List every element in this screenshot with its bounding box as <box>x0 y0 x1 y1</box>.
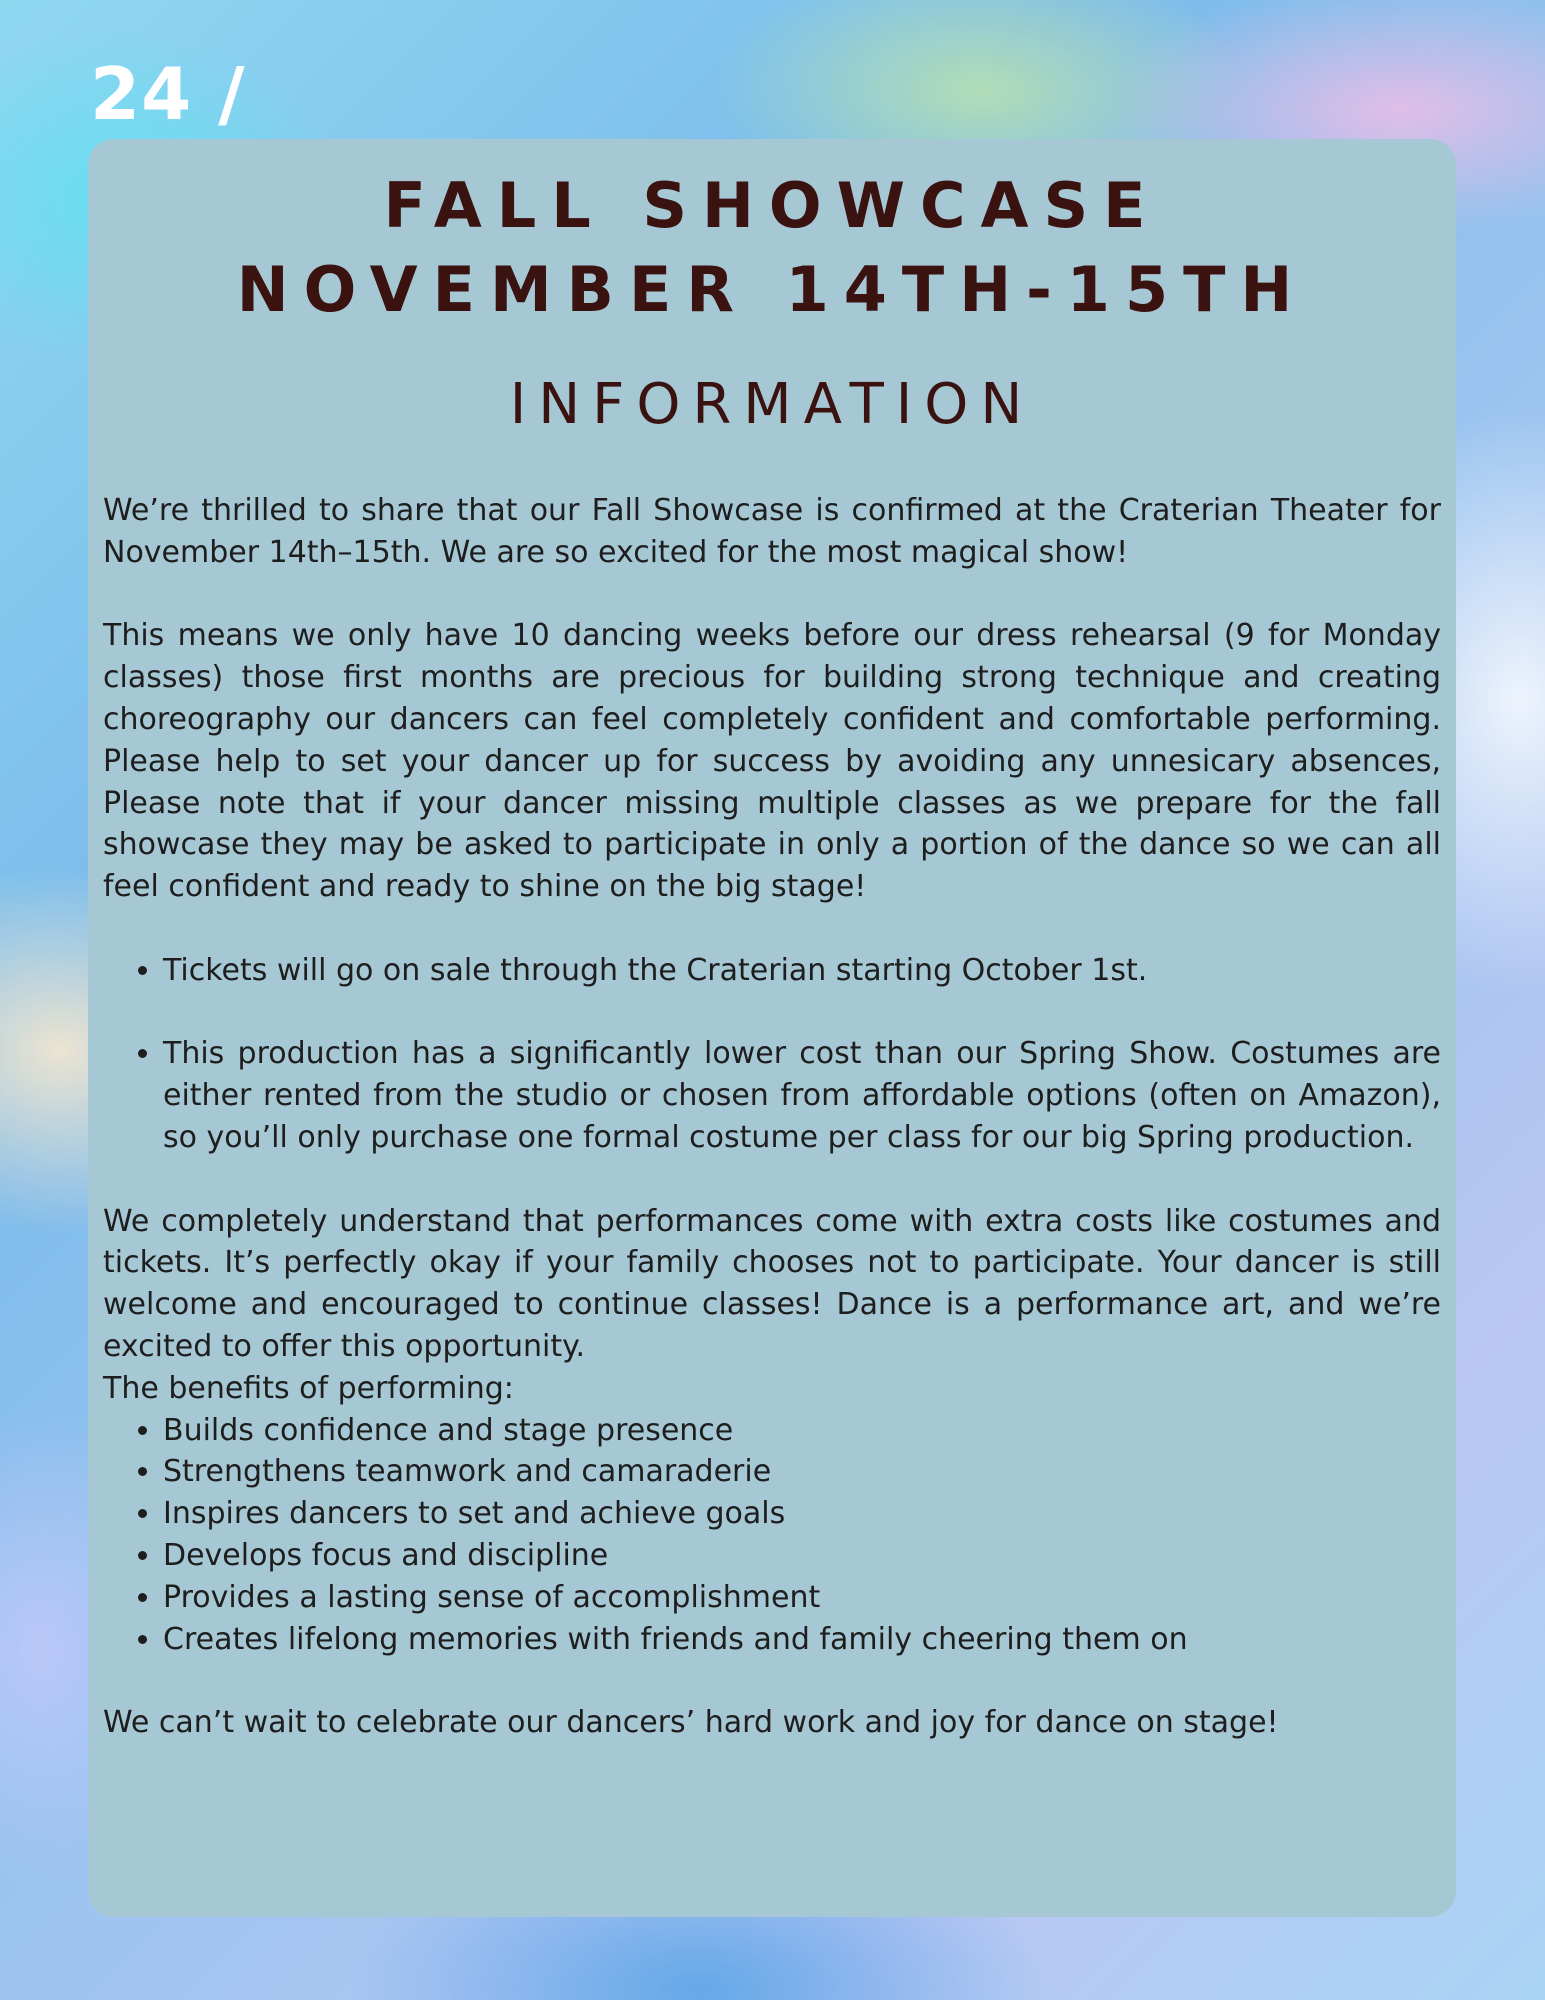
benefit-item: • Inspires dancers to set and achieve goals <box>163 1493 1441 1535</box>
tickets-bullet: • Tickets will go on sale through the Craterian starting October 1st. <box>163 950 1441 992</box>
paragraph-spacer <box>103 574 1441 616</box>
benefit-item: • Provides a lasting sense of accomplishment <box>163 1577 1441 1619</box>
section-subtitle: INFORMATION <box>509 372 1035 437</box>
page-number: 24 / <box>90 52 246 136</box>
paragraph-spacer <box>103 1660 1441 1702</box>
title-line-event: FALL SHOWCASE <box>383 169 1161 242</box>
benefits-heading: The benefits of performing: <box>103 1370 514 1406</box>
attendance-paragraph: This means we only have 10 dancing weeks before our dress rehearsal (9 for Monday classes) those first months are precious for building strong technique and creating choreography our dancers can feel completely confident and comfortable performing. Please help to set your dancer up for success by avoiding any unnesicary absences, Please note that if your dancer missing multiple classes as we prepare for the fall showcase they may be asked to participate in only a portion of the dance so we can all feel confident and ready to shine on the big stage! <box>103 618 1441 905</box>
benefit-item: • Strengthens teamwork and camaraderie <box>163 1451 1441 1493</box>
paragraph-spacer <box>103 1159 1441 1201</box>
paragraph-spacer <box>103 992 1441 1034</box>
intro-paragraph: We’re thrilled to share that our Fall Showcase is confirmed at the Craterian Theater for November 14th–15th. We are so excited for the most magical show! <box>103 493 1441 570</box>
body-text <box>103 490 1441 1744</box>
page-title <box>103 139 1441 332</box>
benefit-item: • Builds confidence and stage presence <box>163 1410 1441 1452</box>
benefit-item: • Creates lifelong memories with friends and family cheering them on <box>163 1619 1441 1661</box>
paragraph-spacer <box>103 908 1441 950</box>
benefits-list <box>103 1410 1441 1661</box>
understanding-paragraph: We completely understand that performances come with extra costs like costumes and tickets. It’s perfectly okay if your family chooses not to participate. Your dancer is still welcome and encouraged to continue classes! Dance is a performance art, and we’re excited to offer this opportunity. <box>103 1203 1441 1364</box>
costs-bullet: • This production has a significantly lower cost than our Spring Show. Costumes are either rented from the studio or chosen from affordable options (often on Amazon), so you’ll only purchase one formal costume per class for our big Spring production. <box>163 1033 1441 1158</box>
closing-paragraph: We can’t wait to celebrate our dancers’ hard work and joy for dance on stage! <box>103 1705 1279 1741</box>
info-card <box>88 139 1456 1917</box>
title-line-dates: NOVEMBER 14TH-15TH <box>236 253 1308 326</box>
info-bullet-list <box>103 1033 1441 1158</box>
benefit-item: • Develops focus and discipline <box>163 1535 1441 1577</box>
info-bullet-list <box>103 950 1441 992</box>
